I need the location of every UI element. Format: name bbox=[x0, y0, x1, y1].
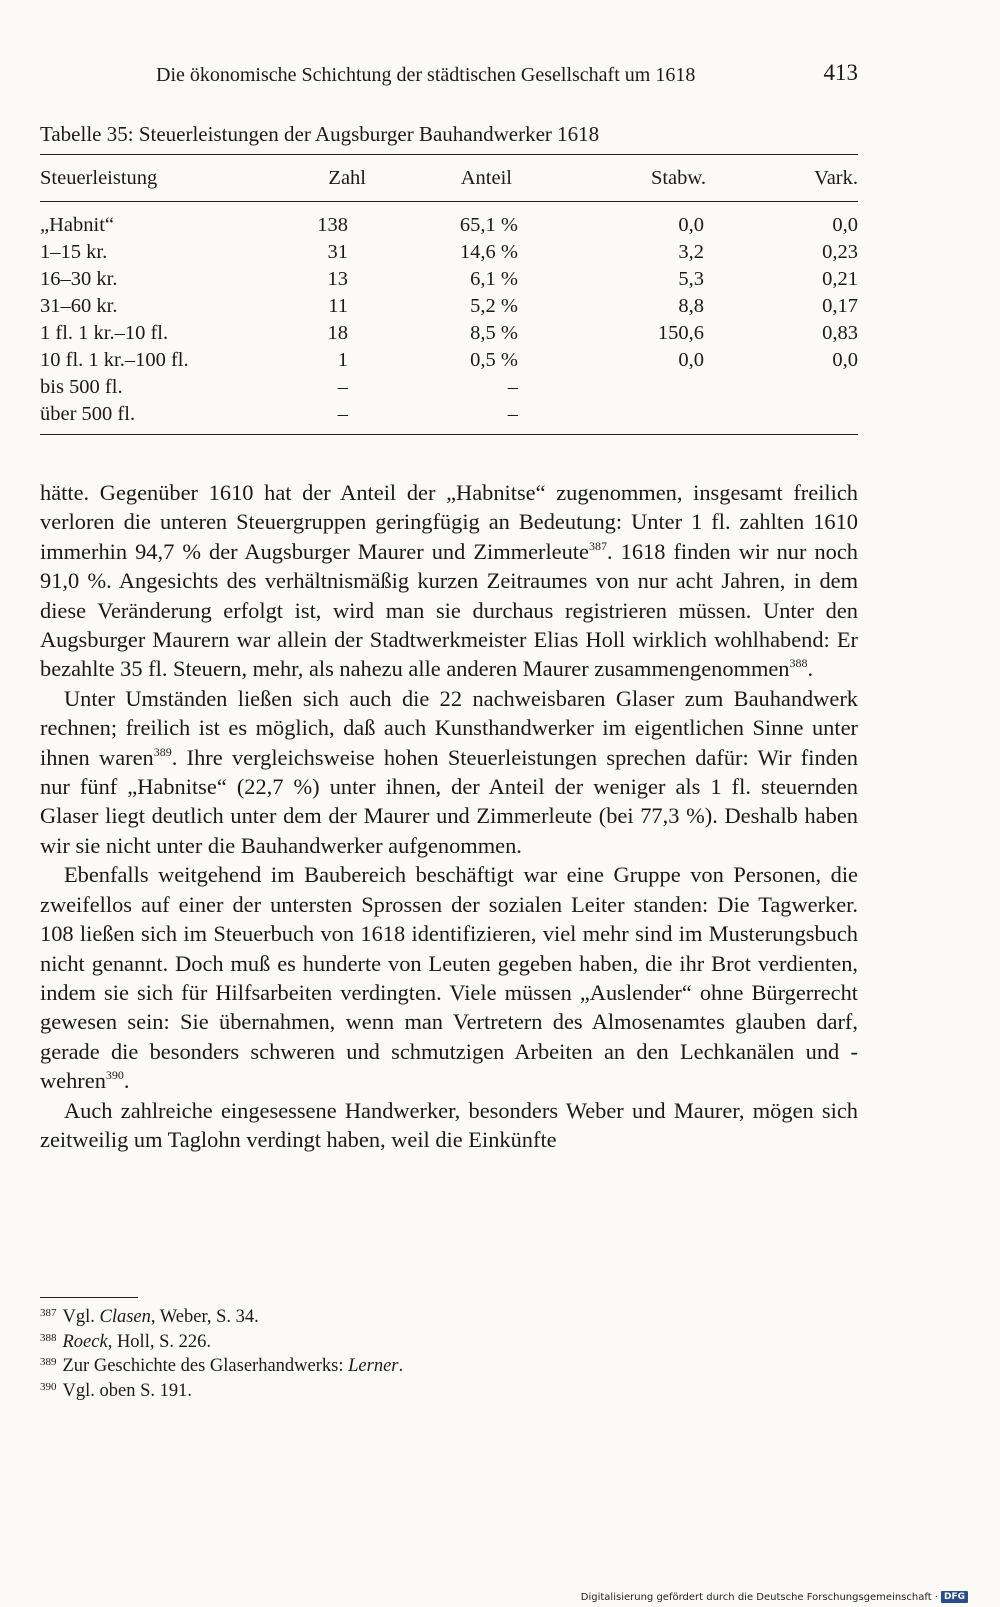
cell-stabw: 0,0 bbox=[678, 214, 704, 236]
paragraph bbox=[40, 1096, 858, 1155]
cell-zahl: 11 bbox=[328, 295, 348, 317]
footnote-author: Clasen bbox=[99, 1307, 151, 1327]
running-head bbox=[40, 60, 858, 90]
cell-anteil: 6,1 % bbox=[470, 268, 518, 290]
cell-anteil: 65,1 % bbox=[459, 214, 518, 236]
cell-zahl: 13 bbox=[327, 268, 348, 290]
dfg-logo: DFG bbox=[941, 1591, 968, 1603]
running-title: Die ökonomische Schichtung der städtischen Gesellschaft um 1618 bbox=[156, 64, 696, 86]
table-row bbox=[40, 349, 858, 375]
table-header-row bbox=[40, 167, 858, 193]
footnote bbox=[40, 1379, 403, 1404]
footnote-text: , Holl, S. 226. bbox=[107, 1331, 211, 1352]
cell-steuerleistung: über 500 fl. bbox=[40, 403, 136, 425]
cell-zahl: 31 bbox=[327, 241, 348, 263]
paragraph bbox=[40, 860, 858, 1095]
body-text bbox=[40, 478, 858, 1154]
table-row bbox=[40, 322, 858, 348]
cell-anteil: 14,6 % bbox=[459, 241, 518, 263]
cell-zahl: 138 bbox=[317, 214, 348, 236]
page-number: 413 bbox=[823, 60, 858, 85]
footnote-number: 390 bbox=[40, 1380, 57, 1393]
table-row bbox=[40, 295, 858, 321]
cell-vark: 0,23 bbox=[822, 241, 858, 263]
footnote-separator bbox=[40, 1297, 138, 1298]
text-run: Unter Umständen ließen sich auch die 22 nachweisbaren Glaser zum Bauhandwerk rechnen; freilich ist es möglich, daß auch Kunsthandwerker im eigentlichen Sinne unter ihnen waren bbox=[40, 685, 858, 770]
footnote-author: Roeck bbox=[62, 1331, 108, 1352]
cell-vark: 0,0 bbox=[832, 349, 858, 371]
text-run: Auch zahlreiche eingesessene Handwerker, besonders Weber und Maurer, mögen sich zeitweilig um Taglohn verdingt haben, weil die Einkünfte bbox=[40, 1097, 858, 1152]
header-stabw: Stabw. bbox=[650, 167, 706, 189]
cell-anteil: – bbox=[507, 403, 518, 425]
cell-zahl: – bbox=[337, 376, 348, 398]
table-row bbox=[40, 214, 858, 240]
table-row bbox=[40, 241, 858, 267]
table-row bbox=[40, 376, 858, 402]
header-vark: Vark. bbox=[814, 167, 858, 189]
cell-vark: 0,17 bbox=[822, 295, 858, 317]
cell-steuerleistung: 10 fl. 1 kr.–100 fl. bbox=[40, 349, 189, 371]
paragraph bbox=[40, 478, 858, 684]
cell-zahl: 18 bbox=[327, 322, 348, 344]
footnote bbox=[40, 1305, 403, 1330]
header-zahl: Zahl bbox=[328, 167, 366, 189]
table-row bbox=[40, 403, 858, 429]
cell-steuerleistung: bis 500 fl. bbox=[40, 376, 123, 398]
cell-zahl: 1 bbox=[337, 349, 348, 371]
text-run: Ebenfalls weitgehend im Baubereich beschäftigt war eine Gruppe von Personen, die zweifellos auf einer der untersten Sprossen der sozialen Leiter standen: Die Tagwerker. 108 ließen sich im Steuerbuch von 1618 identifizieren, viel mehr sind im Musterungsbuch nicht genannt. Doch muß es hunderte von Leuten gegeben haben, die ihr Brot verdienten, indem sie sich für Hilfsarbeiten verdingten. Viele müssen „Auslender“ ohne Bürgerrecht gewesen sein: Sie übernahmen, wenn man Vertretern des Almosenamtes glauben darf, gerade die besonders schweren und schmutzigen Arbeiten an den Lechkanälen und -wehren bbox=[40, 862, 858, 1094]
text-run: . bbox=[123, 1068, 130, 1094]
cell-steuerleistung: 31–60 kr. bbox=[40, 295, 118, 317]
credit-text: Digitalisierung gefördert durch die Deutsche Forschungsgemeinschaft · bbox=[580, 1591, 938, 1603]
footnote-text: Vgl. bbox=[62, 1307, 100, 1327]
header-steuerleistung: Steuerleistung bbox=[40, 167, 158, 189]
footnote-ref[interactable]: 388 bbox=[789, 656, 808, 671]
footnote-number: 387 bbox=[40, 1307, 57, 1319]
text-run: . Ihre vergleichsweise hohen Steuerleistungen sprechen dafür: Wir finden nur fünf „Habnitse“ (22,7 %) unter ihnen, der Anteil der weniger als 1 fl. steuernden Glaser liegt deutlich unter dem der Maurer und Zimmerleute (bei 77,3 %). Deshalb haben wir sie nicht unter die Bauhandwerker aufgenommen. bbox=[40, 744, 858, 858]
footnote-number: 389 bbox=[40, 1356, 57, 1368]
cell-stabw: 8,8 bbox=[678, 295, 704, 317]
digitization-credit bbox=[581, 1591, 968, 1603]
footnote-ref[interactable]: 390 bbox=[105, 1068, 124, 1083]
cell-steuerleistung: „Habnit“ bbox=[40, 214, 114, 236]
cell-stabw: 3,2 bbox=[678, 241, 704, 263]
cell-vark: 0,0 bbox=[832, 214, 858, 236]
cell-vark: 0,83 bbox=[822, 322, 858, 344]
cell-zahl: – bbox=[337, 403, 348, 425]
cell-stabw: 150,6 bbox=[657, 322, 704, 344]
text-run: . 1618 finden wir nur noch 91,0 %. Angesichts des verhältnismäßig kurzen Zeitraumes von nur acht Jahren, in dem diese Veränderung erfolgt ist, wird man sie durchaus registrieren müssen. Unter den Augsburger Maurern war allein der Stadtwerkmeister Elias Holl wirklich wohlhabend: Er bezahlte 35 fl. Steuern, mehr, als nahezu alle anderen Maurer zusammengenommen bbox=[40, 538, 858, 682]
footnote-number: 388 bbox=[40, 1331, 57, 1344]
cell-anteil: 0,5 % bbox=[470, 349, 518, 371]
cell-stabw: 5,3 bbox=[678, 268, 704, 290]
cell-steuerleistung: 1 fl. 1 kr.–10 fl. bbox=[40, 322, 169, 344]
footnote-text: Vgl. oben S. 191. bbox=[62, 1380, 192, 1401]
footnote-ref[interactable]: 387 bbox=[588, 538, 607, 553]
footnote bbox=[40, 1330, 403, 1355]
footnote-text: Zur Geschichte des Glaserhandwerks: bbox=[62, 1356, 349, 1376]
table-top-rule bbox=[40, 154, 858, 155]
text-run: . bbox=[807, 656, 814, 682]
footnotes bbox=[40, 1305, 403, 1403]
table-header-rule bbox=[40, 201, 858, 202]
footnote-author: Lerner bbox=[348, 1356, 399, 1376]
cell-anteil: 5,2 % bbox=[470, 295, 518, 317]
cell-anteil: – bbox=[507, 376, 518, 398]
table-bottom-rule bbox=[40, 434, 858, 435]
footnote-text: , Weber, S. 34. bbox=[150, 1307, 259, 1327]
cell-vark: 0,21 bbox=[822, 268, 858, 290]
paragraph bbox=[40, 684, 858, 860]
cell-anteil: 8,5 % bbox=[470, 322, 518, 344]
table-row bbox=[40, 268, 858, 294]
cell-steuerleistung: 1–15 kr. bbox=[40, 241, 108, 263]
cell-stabw: 0,0 bbox=[678, 349, 704, 371]
footnote-ref[interactable]: 389 bbox=[153, 744, 172, 759]
cell-steuerleistung: 16–30 kr. bbox=[40, 268, 118, 290]
header-anteil: Anteil bbox=[460, 167, 512, 189]
text-run: hätte. Gegenüber 1610 hat der Anteil der „Habnitse“ zugenommen, insgesamt freilich verloren die unteren Steuergruppen geringfügig an Bedeutung: Unter 1 fl. zahlten 1610 immerhin 94,7 % der Augsburger Maurer und Zimmerleute bbox=[40, 480, 858, 564]
footnote-text: . bbox=[398, 1356, 404, 1376]
table-caption: Tabelle 35: Steuerleistungen der Augsburger Bauhandwerker 1618 bbox=[40, 122, 600, 146]
footnote bbox=[40, 1354, 403, 1379]
